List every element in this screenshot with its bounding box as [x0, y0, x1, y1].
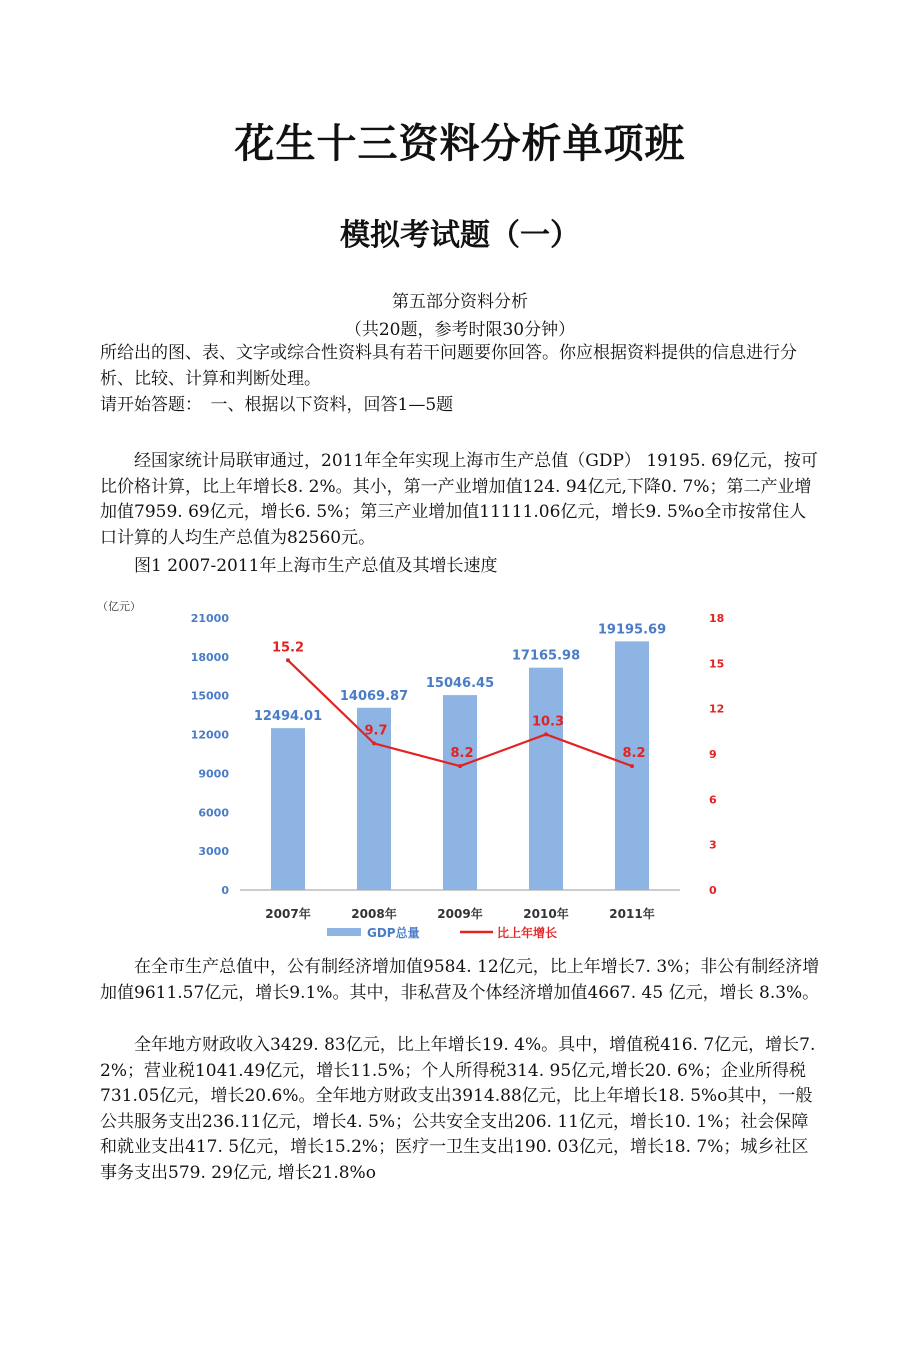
- x-tick-label: 2008年: [351, 907, 397, 921]
- legend-bar-swatch: [327, 928, 361, 936]
- right-tick-label: 15: [709, 657, 725, 671]
- left-tick-label: 18000: [190, 650, 229, 664]
- growth-point: [630, 764, 634, 768]
- growth-label: 9.7: [364, 723, 388, 739]
- growth-label: 10.3: [531, 714, 565, 730]
- left-tick-label: 12000: [190, 728, 229, 742]
- gdp-bar-label: 19195.69: [597, 622, 667, 638]
- right-tick-label: 0: [709, 884, 717, 897]
- x-tick-label: 2011年: [609, 907, 655, 921]
- gdp-bar-label: 14069.87: [339, 688, 409, 704]
- x-tick-label: 2010年: [523, 907, 569, 921]
- left-tick-label: 15000: [190, 689, 229, 703]
- gdp-bar-label: 17165.98: [511, 648, 581, 664]
- left-tick-label: 6000: [198, 806, 229, 820]
- page-title: 花生十三资料分析单项班: [234, 121, 686, 167]
- growth-label: 8.2: [622, 746, 646, 762]
- unit-label: （亿元）: [97, 600, 141, 613]
- x-axis-ticks: [265, 906, 654, 921]
- growth-point: [372, 741, 376, 745]
- left-tick-label: 3000: [198, 845, 229, 859]
- growth-point: [458, 764, 462, 768]
- right-tick-label: 3: [709, 838, 717, 852]
- growth-point: [286, 658, 290, 662]
- paragraph-finance: 全年地方财政收入3429. 83亿元，比上年增长19. 4%。具中，增值税416. 7亿元，增长7. 2%；营业税1041.49亿元，增长11.5%；个人所得税314. 95亿元,增长20. 6%；企业所得税731.05亿元，增长20.6%。全年地方财政支出3914.88亿元，比上年增长18. 5%o其中，一般公共服务支出236.11亿元，增长4. 5%；公共安全支出206. 11亿元，增长10. 1%；社会保障和就业支出417. 5亿元，增长15.2%；医疗一卫生支出190. 03亿元，增长18. 7%；城乡社区事务支出579. 29亿元, 增长21.8%o: [100, 1035, 816, 1183]
- paragraph-gdp: 经国家统计局联审通过，2011年全年实现上海市生产总值（GDP） 19195. 69亿元，按可比价格计算，比上年增长8. 2%。其小，第一产业增加值124. 94亿元,下降0. 7%；第二产业增加值7959. 69亿元，增长6. 5%；第三产业增加值11111.06亿元，增长9. 5%o全市按常住人口计算的人均生产总值为82560元。: [100, 451, 818, 548]
- left-tick-label: 21000: [190, 612, 229, 625]
- gdp-bar-label: 12494.01: [253, 709, 323, 725]
- left-axis-ticks: [191, 612, 230, 897]
- right-tick-label: 6: [709, 793, 717, 807]
- gdp-bar: [271, 728, 305, 890]
- left-tick-label: 0: [221, 884, 229, 897]
- figure-caption: 图1 2007-2011年上海市生产总值及其增长速度: [134, 556, 498, 576]
- growth-label: 8.2: [450, 746, 474, 762]
- right-tick-label: 9: [709, 748, 717, 761]
- chart-legend: [327, 925, 557, 940]
- paragraph-ownership: 在全市生产总值中，公有制经济增加值9584. 12亿元，比上年增长7. 3%；非公有制经济增加值9611.57亿元，增长9.1%。其中，非私营及个体经济增加值4667. 45 亿元，增长 8.3%。: [100, 957, 820, 1003]
- right-tick-label: 18: [709, 612, 725, 625]
- gdp-bar: [529, 668, 563, 890]
- left-tick-label: 9000: [198, 767, 229, 781]
- start-text: 请开始答题： 一、根据以下资料，回答1—5题: [100, 395, 454, 415]
- section-note: （共20题，参考时限30分钟）: [344, 320, 576, 340]
- x-tick-label: 2007年: [265, 907, 311, 921]
- x-tick-label: 2009年: [437, 907, 483, 921]
- legend-bar-label: GDP总量: [367, 926, 420, 940]
- growth-label: 15.2: [271, 640, 305, 656]
- gdp-chart: [95, 594, 735, 944]
- instructions-text: 所给出的图、表、文字或综合性资料具有若干问题要你回答。你应根据资料提供的信息进行分析、比较、计算和判断处理。: [100, 343, 797, 389]
- right-tick-label: 12: [709, 702, 725, 716]
- legend-line-label: 比上年增长: [497, 926, 558, 940]
- gdp-bar-label: 15046.45: [425, 676, 495, 692]
- right-axis-ticks: [709, 612, 724, 897]
- gdp-bar: [443, 695, 477, 890]
- section-name: 第五部分资料分析: [392, 292, 528, 312]
- growth-point: [544, 732, 548, 736]
- page-subtitle: 模拟考试题（一）: [340, 218, 580, 253]
